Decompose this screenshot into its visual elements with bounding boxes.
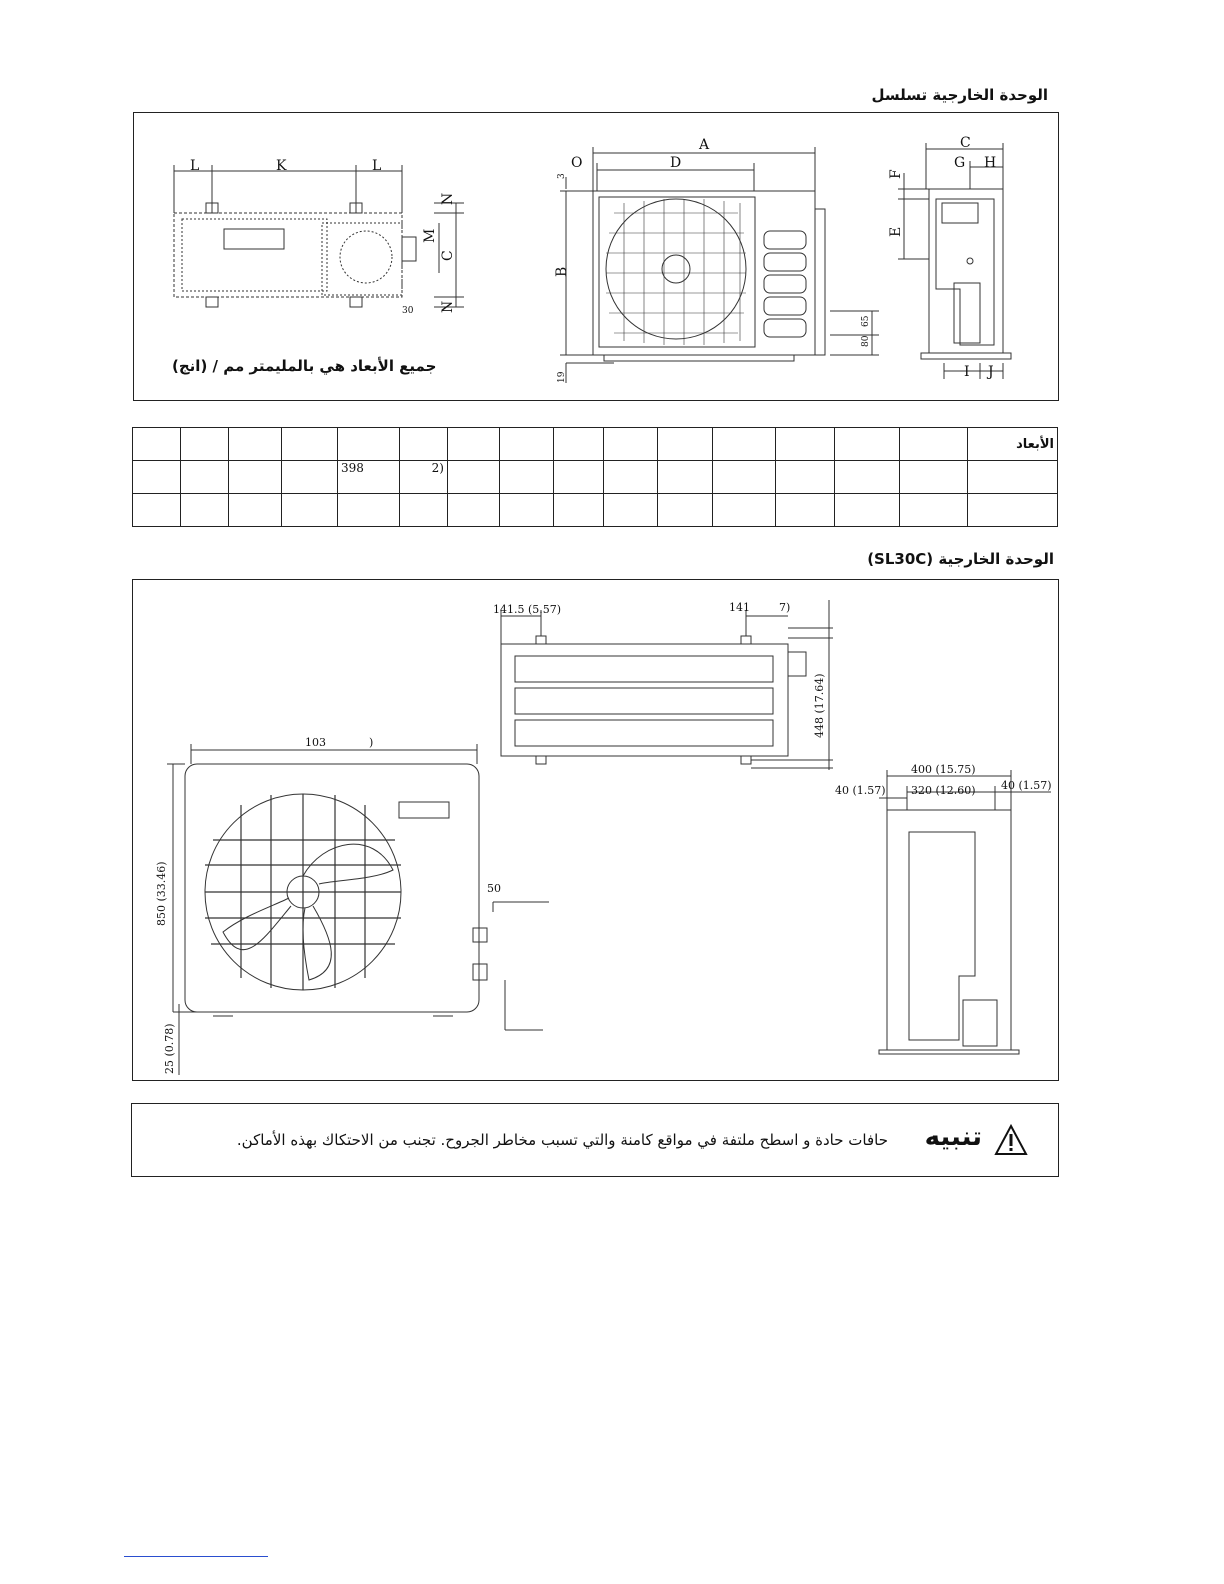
sl30c-diagram [133, 580, 1058, 1080]
dim-letter-C: C [440, 250, 456, 261]
dim-letter-J: J [988, 364, 994, 380]
table-row [133, 494, 1058, 527]
dim-valve: 50 [487, 882, 501, 895]
dim-side-height: 448 (17.64) [813, 673, 826, 738]
dim-letter-A: A [699, 137, 710, 153]
dim-depth-left: 40 (1.57) [835, 784, 886, 797]
dim-19: 19 [557, 371, 567, 383]
dim-80: 80 [861, 335, 871, 347]
dim-top-right: 141 [729, 601, 750, 614]
footer-divider [124, 1556, 268, 1557]
dim-30: 30 [402, 306, 414, 316]
caution-box [131, 1103, 1059, 1177]
dim-letter-K: K [276, 158, 287, 174]
dim-top-right-b: 7) [779, 601, 791, 614]
caution-label: تنبيه [924, 1122, 982, 1152]
section1-title: الوحدة الخارجية تسلسل [871, 86, 1048, 104]
dim-65: 65 [861, 315, 871, 327]
dim-letter-N-bottom: N [440, 300, 456, 313]
dim-letter-H: H [984, 155, 997, 171]
table-row [133, 428, 1058, 461]
dim-foot: 25 (0.78) [163, 1023, 176, 1074]
dim-letter-C-side: C [960, 135, 971, 151]
dim-depth-right: 40 (1.57) [1001, 779, 1052, 792]
dim-letter-I: I [964, 364, 970, 380]
sl30c-top-view-outline [501, 644, 788, 756]
dim-letter-O: O [571, 155, 583, 171]
dim-top-left: 141.5 (5.57) [493, 603, 562, 616]
dim-letter-B: B [554, 266, 570, 277]
dim-letter-E: E [888, 226, 904, 237]
dim-letter-F: F [888, 169, 904, 179]
dim-letter-L-right: L [372, 158, 382, 174]
dim-front-height: 850 (33.46) [155, 861, 168, 926]
caution-text: حافات حادة و اسطح ملتفة في مواقع كامنة والتي تسبب مخاطر الجروح. تجنب من الاحتكاك بهذه الأماكن. [236, 1131, 888, 1149]
table-row [133, 461, 1058, 494]
dimensions-unit-note: جميع الأبعاد هي بالمليمتر مم / (انج) [172, 357, 437, 375]
dim-depth-total: 400 (15.75) [911, 763, 976, 776]
dim-front-width-b: ) [369, 736, 374, 749]
table-cell: 398 [338, 461, 400, 494]
outdoor-unit-dimension-drawing [133, 112, 1059, 401]
dim-letter-G: G [954, 155, 966, 171]
dim-letter-D: D [670, 155, 682, 171]
dim-letter-M: M [422, 228, 438, 243]
dim-front-width: 103 [305, 736, 326, 749]
dim-depth-mid: 320 (12.60) [911, 784, 976, 797]
top-view-unit-outline [174, 213, 402, 297]
sl30c-dimension-drawing [132, 579, 1059, 1081]
warning-icon [994, 1124, 1028, 1156]
section2-title: الوحدة الخارجية (SL30C) [867, 550, 1054, 568]
table-cell: 2) [400, 461, 448, 494]
dimensions-table [132, 427, 1058, 527]
dim-3: 3 [557, 173, 567, 179]
dim-letter-N-top: N [440, 192, 456, 205]
sl30c-front-view-outline [185, 764, 479, 1012]
table-header-dimensions: الأبعاد [968, 428, 1058, 461]
sl30c-side-view-outline [887, 810, 1011, 1050]
side-view-unit-outline [929, 189, 1003, 353]
dim-letter-L-left: L [190, 158, 200, 174]
